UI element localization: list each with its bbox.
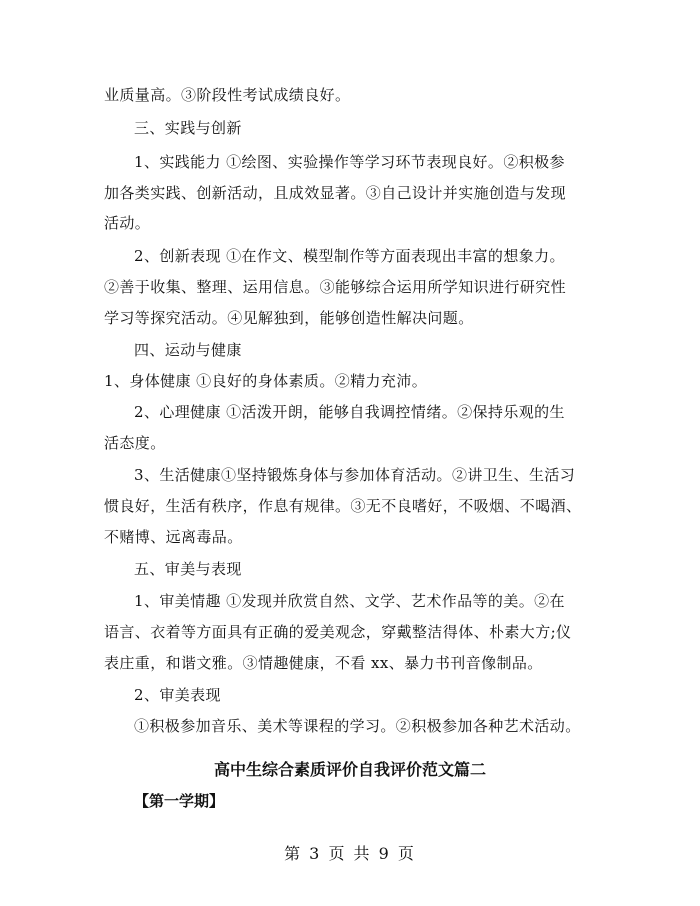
section-title: 高中生综合素质评价自我评价范文篇二 [213,760,486,779]
text-line: 学习等探究活动。④见解独到，能够创造性解决问题。 [104,309,474,327]
text-line: 2、创新表现 ①在作文、模型制作等方面表现出丰富的想象力。 [134,247,565,265]
text-line: 1、实践能力 ①绘图、实验操作等学习环节表现良好。②积极参 [134,153,565,171]
section-heading: 四、运动与健康 [134,341,242,359]
text-line: 惯良好，生活有秩序，作息有规律。③无不良嗜好，不吸烟、不喝酒、 [104,497,582,515]
section-heading: 五、审美与表现 [134,560,242,578]
text-line: 表庄重，和谐文雅。③情趣健康，不看 xx、暴力书刊音像制品。 [104,654,543,672]
text-line: ①积极参加音乐、美术等课程的学习。②积极参加各种艺术活动。 [134,717,581,735]
text-line: 业质量高。③阶段性考试成绩良好。 [104,86,351,104]
section-heading: 三、实践与创新 [134,119,242,137]
text-line: 1、审美情趣 ①发现并欣赏自然、文学、艺术作品等的美。②在 [134,592,565,610]
page-footer: 第 3 页 共 9 页 [284,844,416,863]
text-line: 2、心理健康 ①活泼开朗，能够自我调控情绪。②保持乐观的生 [134,403,565,421]
text-line: 2、审美表现 [134,686,221,704]
text-line: 语言、衣着等方面具有正确的爱美观念，穿戴整洁得体、朴素大方;仪 [104,623,572,641]
text-line: 活态度。 [104,434,166,452]
text-line: 加各类实践、创新活动，且成效显著。③自己设计并实施创造与发现 [104,184,567,202]
text-line: ②善于收集、整理、运用信息。③能够综合运用所学知识进行研究性 [104,278,567,296]
text-line: 不赌博、远离毒品。 [104,528,243,546]
term-label: 【第一学期】 [134,792,225,810]
text-line: 3、生活健康①坚持锻炼身体与参加体育活动。②讲卫生、生活习 [134,466,576,484]
text-line: 1、身体健康 ①良好的身体素质。②精力充沛。 [104,372,428,390]
text-line: 活动。 [104,214,151,232]
